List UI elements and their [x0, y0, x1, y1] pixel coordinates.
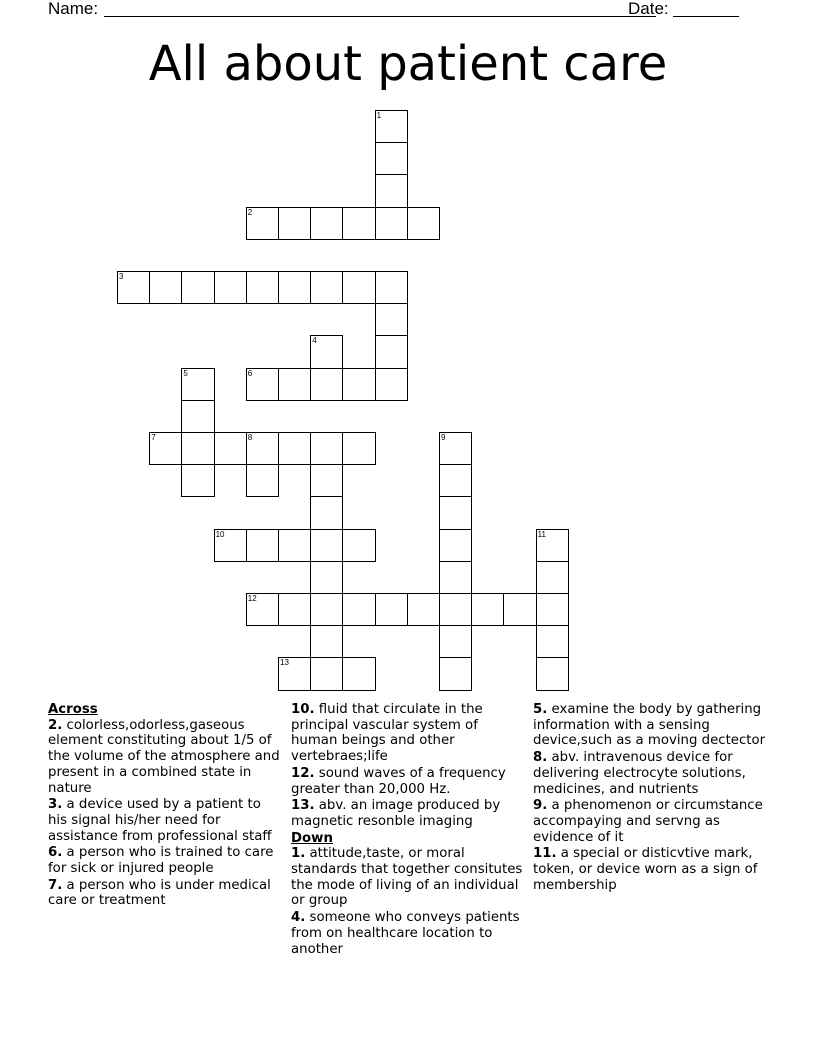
grid-cell[interactable]	[246, 593, 279, 626]
grid-cell[interactable]	[310, 496, 343, 529]
grid-cell[interactable]	[375, 142, 408, 175]
grid-cell[interactable]	[471, 593, 504, 626]
grid-cell[interactable]	[375, 335, 408, 368]
clue-number: 7.	[48, 877, 63, 893]
grid-cell[interactable]	[439, 432, 472, 465]
clues-column-3	[533, 702, 769, 894]
grid-cell[interactable]	[278, 432, 311, 465]
grid-cell[interactable]	[375, 174, 408, 207]
across-clue-12	[291, 766, 527, 797]
clues-column-1	[48, 702, 284, 910]
grid-cell[interactable]	[407, 207, 440, 240]
clues-column-2	[291, 702, 527, 958]
clue-text: examine the body by gathering information with a sensing device,such as a moving dectector	[533, 702, 766, 749]
across-clue-2	[48, 718, 284, 797]
down-heading: Down	[291, 830, 333, 846]
clue-number: 13.	[291, 798, 315, 814]
grid-cell[interactable]	[536, 593, 569, 626]
grid-cell[interactable]	[536, 657, 569, 690]
across-heading: Across	[48, 702, 98, 717]
grid-cell[interactable]	[278, 271, 311, 304]
cell-number: 12	[247, 594, 257, 603]
clue-text: attitude,taste, or moral standards that together consitutes the mode of living of an individual or group	[291, 846, 523, 909]
page-title: All about patient care	[148, 36, 668, 92]
grid-cell[interactable]	[278, 657, 311, 690]
grid-cell[interactable]	[278, 529, 311, 562]
cell-number: 9	[441, 433, 446, 442]
grid-cell[interactable]	[439, 657, 472, 690]
grid-cell[interactable]	[342, 593, 375, 626]
clue-number: 9.	[533, 798, 548, 814]
clue-number: 12.	[291, 765, 315, 781]
cell-number: 2	[247, 207, 253, 217]
clue-text: a device used by a patient to his signal his/her need for assistance from professional staff	[48, 797, 272, 844]
clue-number: 11.	[533, 846, 557, 862]
across-clue-13	[291, 798, 527, 829]
cell-number: 13	[280, 658, 289, 668]
across-clue-3	[48, 797, 284, 844]
grid-cell[interactable]	[342, 432, 375, 465]
grid-cell[interactable]	[439, 496, 472, 529]
grid-cell[interactable]	[246, 271, 279, 304]
grid-cell[interactable]	[310, 271, 343, 304]
grid-cell[interactable]	[342, 368, 375, 401]
grid-cell[interactable]	[181, 400, 214, 433]
grid-cell[interactable]	[246, 529, 279, 562]
grid-cell[interactable]	[342, 657, 375, 690]
grid-cell[interactable]	[181, 432, 214, 465]
grid-cell[interactable]	[246, 464, 279, 497]
down-clue-1	[291, 846, 527, 909]
grid-cell[interactable]	[181, 464, 214, 497]
cell-number: 1	[376, 111, 382, 120]
grid-cell[interactable]	[310, 561, 343, 594]
grid-cell[interactable]	[375, 271, 408, 304]
grid-cell[interactable]	[407, 593, 440, 626]
grid-cell[interactable]	[439, 561, 472, 594]
grid-cell[interactable]	[310, 464, 343, 497]
grid-cell[interactable]	[439, 464, 472, 497]
across-clue-7	[48, 878, 284, 909]
grid-cell[interactable]	[214, 271, 247, 304]
cell-number: 4	[312, 336, 317, 346]
grid-cell[interactable]	[536, 529, 569, 562]
grid-cell[interactable]	[375, 207, 408, 240]
clue-number: 10.	[291, 702, 315, 717]
cell-number: 5	[183, 368, 188, 378]
across-clue-6	[48, 845, 284, 876]
cell-number: 10	[215, 529, 225, 539]
clue-text: a special or disticvtive mark, token, or device worn as a sign of membership	[533, 846, 758, 893]
grid-cell[interactable]	[310, 368, 343, 401]
grid-cell[interactable]	[181, 368, 214, 401]
grid-cell[interactable]	[439, 593, 472, 626]
clue-text: a phenomenon or circumstance accompaying and servng as evidence of it	[533, 798, 763, 845]
grid-cell[interactable]	[214, 529, 247, 562]
grid-cell[interactable]	[439, 529, 472, 562]
cell-number: 3	[119, 272, 124, 281]
clue-text: abv. an image produced by magnetic resonble imaging	[291, 798, 501, 829]
grid-cell[interactable]	[214, 432, 247, 465]
clue-text: a person who is trained to care for sick or injured people	[48, 845, 274, 877]
down-clue-8	[533, 750, 769, 797]
down-clue-9	[533, 798, 769, 845]
grid-cell[interactable]	[503, 593, 536, 626]
grid-cell[interactable]	[310, 335, 343, 368]
clue-number: 3.	[48, 797, 63, 813]
clue-number: 2.	[48, 717, 63, 733]
clue-text: fluid that circulate in the principal vascular system of human beings and other vertebraes;life	[291, 702, 483, 765]
clue-number: 4.	[291, 910, 306, 926]
clue-text: abv. intravenous device for delivering electrocyte solutions, medicines, and nutrients	[533, 750, 746, 797]
grid-cell[interactable]	[246, 207, 279, 240]
grid-cell[interactable]	[375, 368, 408, 401]
grid-cell[interactable]	[246, 432, 279, 465]
grid-cell[interactable]	[310, 432, 343, 465]
date-label: Date:	[628, 0, 669, 18]
grid-cell[interactable]	[342, 529, 375, 562]
clue-number: 1.	[291, 846, 306, 862]
clue-text: someone who conveys patients from on healthcare location to another	[291, 910, 520, 957]
cell-number: 7	[151, 433, 156, 442]
clue-text: a person who is under medical care or treatment	[48, 877, 271, 909]
grid-cell[interactable]	[375, 303, 408, 336]
grid-cell[interactable]	[375, 593, 408, 626]
cell-number: 6	[247, 368, 253, 378]
grid-cell[interactable]	[310, 657, 343, 690]
clue-text: sound waves of a frequency greater than 20,000 Hz.	[291, 765, 506, 797]
across-clue-10	[291, 702, 527, 765]
clue-number: 8.	[533, 750, 548, 766]
grid-cell[interactable]	[536, 561, 569, 594]
cell-number: 8	[247, 433, 253, 442]
grid-cell[interactable]	[278, 368, 311, 401]
clue-number: 5.	[533, 702, 548, 717]
grid-cell[interactable]	[310, 529, 343, 562]
grid-cell[interactable]	[375, 110, 408, 143]
grid-cell[interactable]	[439, 625, 472, 658]
name-label: Name:	[48, 0, 99, 18]
grid-cell[interactable]	[278, 207, 311, 240]
clue-number: 6.	[48, 845, 63, 861]
clue-text: colorless,odorless,gaseous element constituting about 1/5 of the volume of the atmosphere and present in a combined state in nature	[48, 717, 280, 796]
grid-cell[interactable]	[278, 593, 311, 626]
grid-cell[interactable]	[342, 207, 375, 240]
grid-cell[interactable]	[342, 271, 375, 304]
grid-cell[interactable]	[310, 625, 343, 658]
grid-cell[interactable]	[310, 593, 343, 626]
grid-cell[interactable]	[310, 207, 343, 240]
down-clue-11	[533, 846, 769, 893]
down-clue-5	[533, 702, 769, 749]
grid-cell[interactable]	[149, 271, 182, 304]
grid-cell[interactable]	[117, 271, 150, 304]
cell-number: 11	[537, 529, 546, 539]
grid-cell[interactable]	[181, 271, 214, 304]
down-clue-4	[291, 910, 527, 957]
grid-cell[interactable]	[536, 625, 569, 658]
grid-cell[interactable]	[149, 432, 182, 465]
grid-cell[interactable]	[246, 368, 279, 401]
